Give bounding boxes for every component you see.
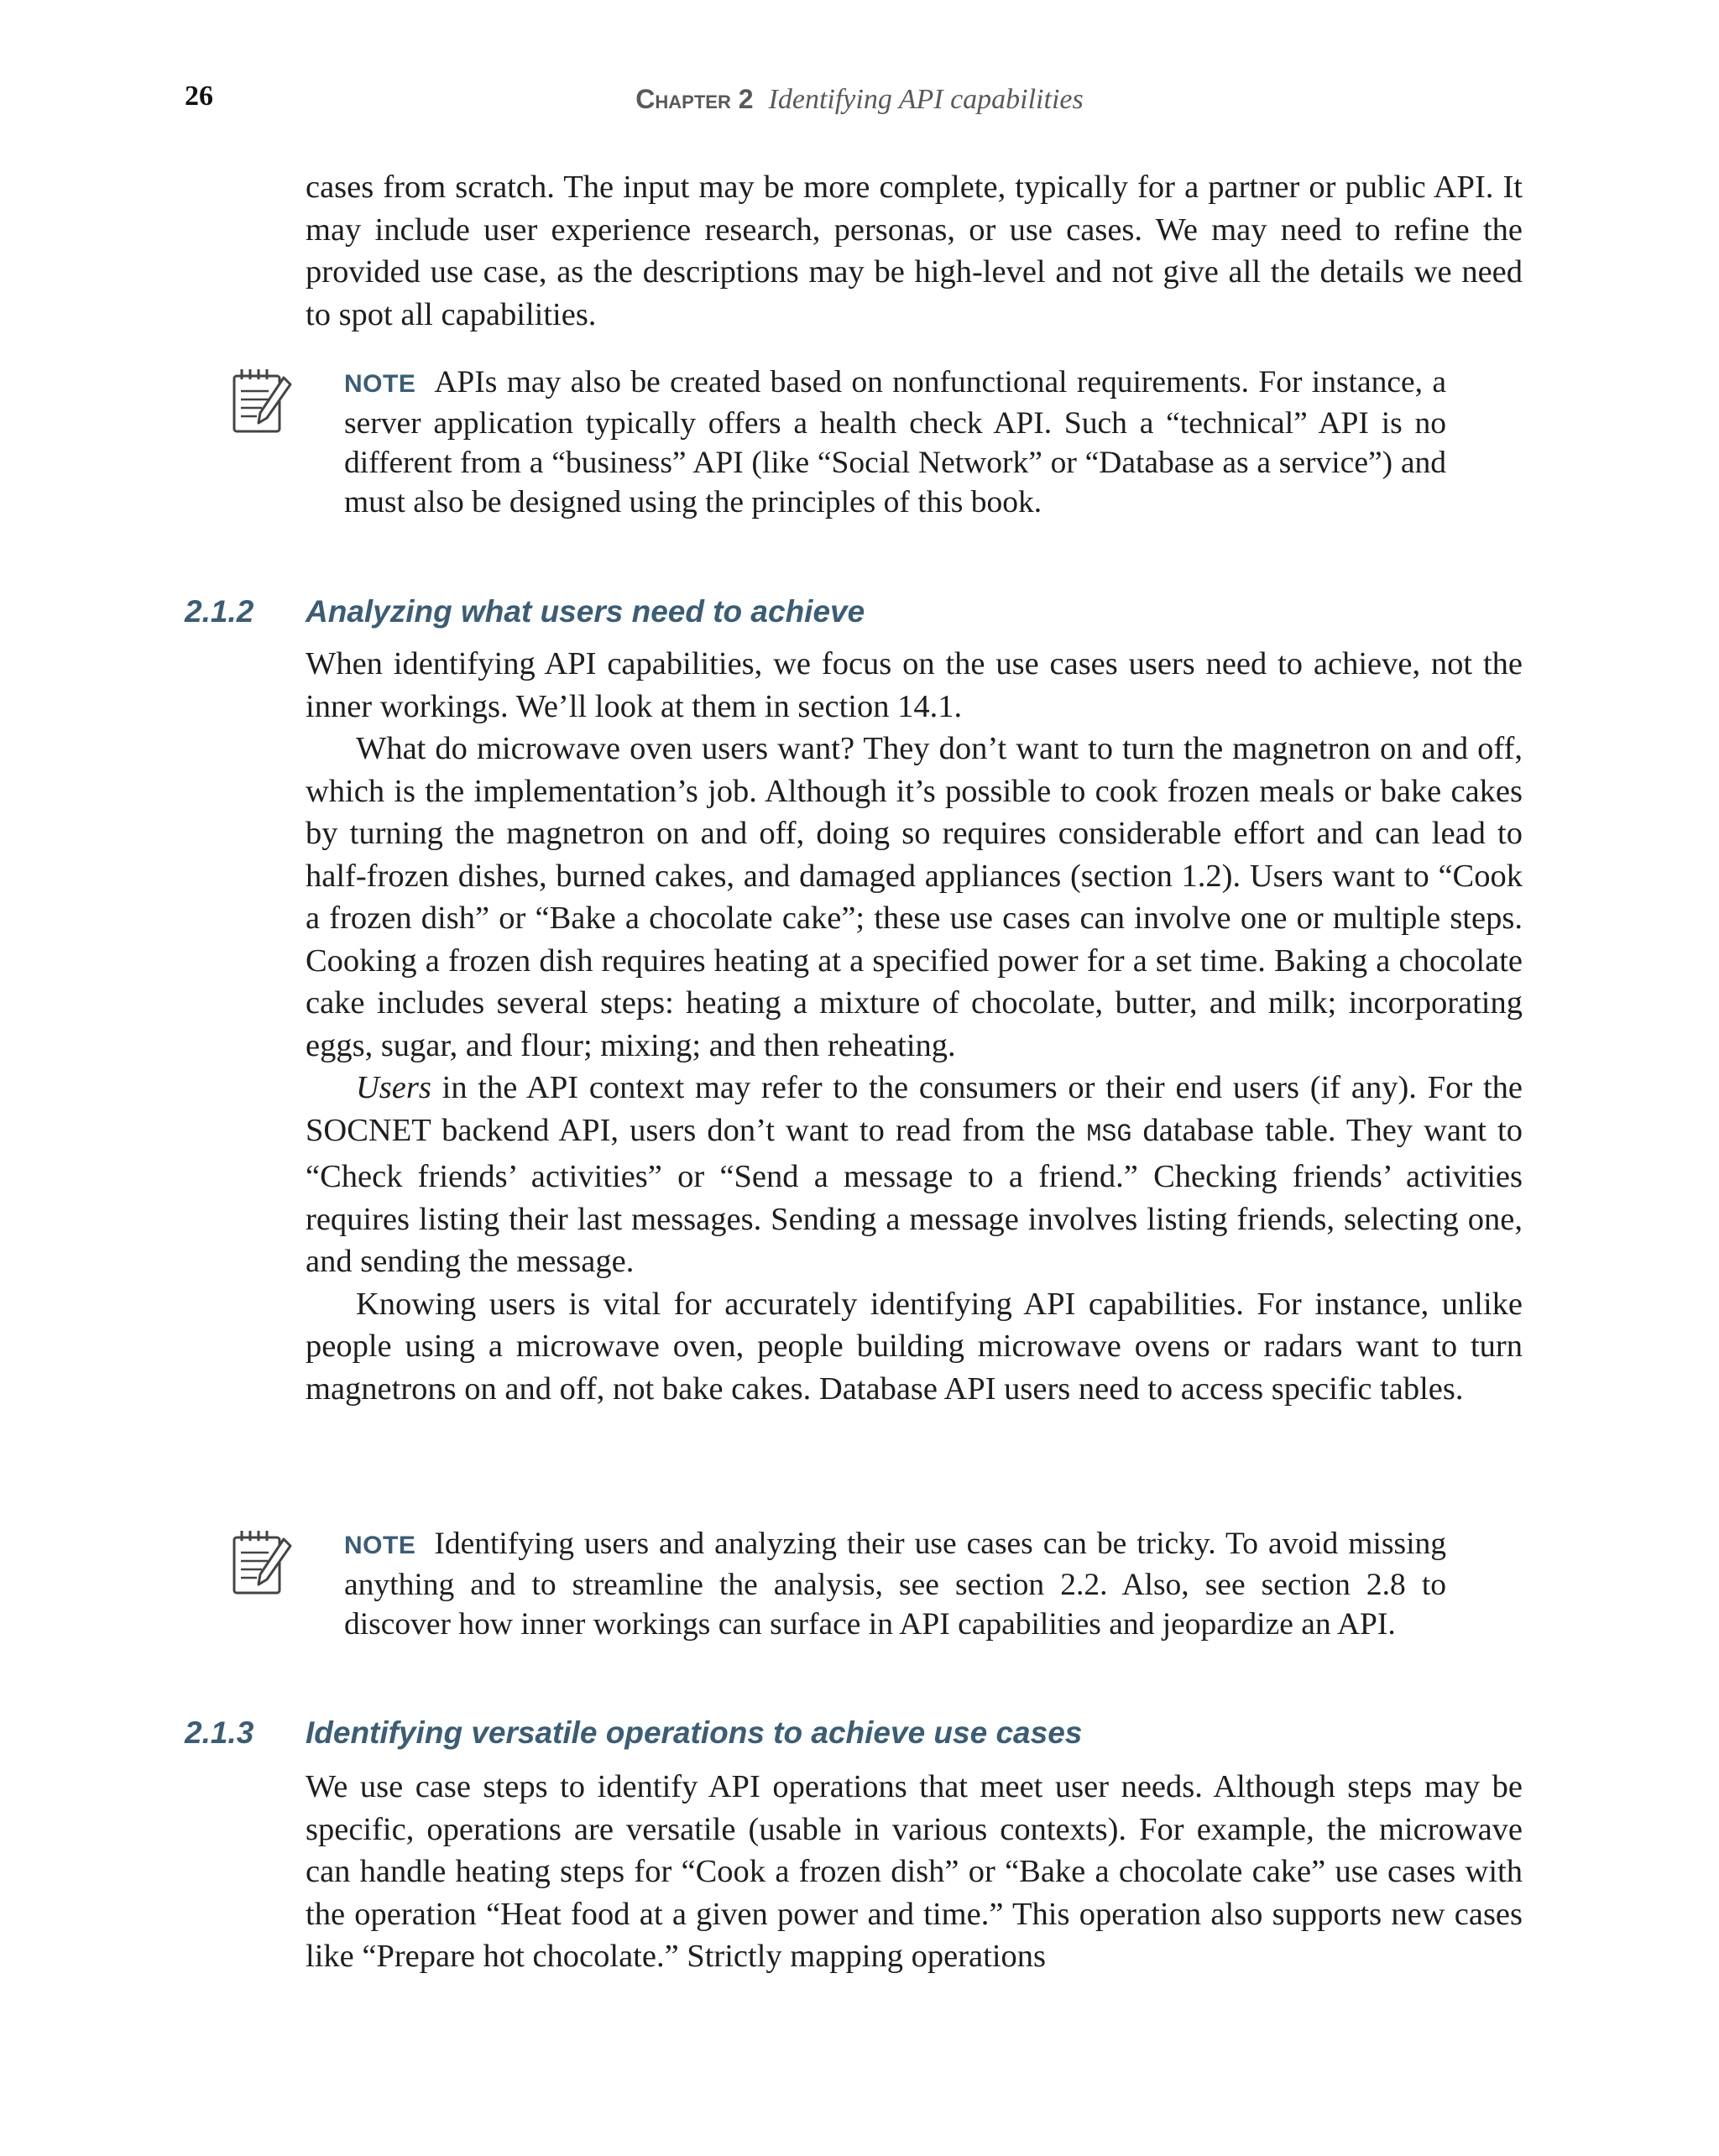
paragraph-2: What do microwave oven users want? They don’t want to turn the magnetron on and off, which is the implementation’s job. Although it’s possible to cook frozen meals or bake cakes by turning the magnetron on and off, doing so requires considerable effort and can lead to half-frozen dishes, burned cakes, and damaged appliances (section 1.2). Users want to “Cook a frozen dish” or “Bake a chocolate cake”; these use cases can involve one or multiple steps. Cooking a frozen dish requires heating at a specified power for a set time. Baking a chocolate cake includes several steps: heating a mixture of chocolate, butter, and milk; incorporating eggs, sugar, and flour; mixing; and then reheating. (306, 731, 1523, 1063)
users-emphasis: Users (356, 1070, 431, 1105)
intro-block (306, 166, 1523, 336)
note-callout-1 (232, 363, 1449, 522)
chapter-label: Chapter 2 (635, 84, 754, 114)
paragraph-3-part-a: in the API context may refer to the consumers or their end users (if any). For the SOCNET backend API, users don’t want to read from the (306, 1070, 1523, 1148)
paragraph-3-part-b: database table. They want to “Check friends’ activities” or “Send a message to a friend.” Checking friends’ activities requires listing their last messages. Sending a message involves listing friends, selecting one, and sending the message. (306, 1112, 1523, 1279)
paragraph-3 (306, 1067, 1523, 1283)
note-2-label: NOTE (344, 1532, 416, 1559)
chapter-title: Identifying API capabilities (768, 84, 1084, 115)
running-head (0, 82, 1719, 116)
note-2-text: Identifying users and analyzing their use cases can be tricky. To avoid missing anything and to streamline the analysis, see section 2.2. Also, see section 2.8 to discover how inner workings can surface in API capabilities and jeopardize an API. (344, 1527, 1446, 1642)
paragraph-1: When identifying API capabilities, we focus on the use cases users need to achieve, not the inner workings. We’ll look at them in section 14.1. (306, 646, 1523, 724)
intro-paragraph: cases from scratch. The input may be more complete, typically for a partner or public API. It may include user experience research, personas, or use cases. We may need to refine the provided use case, as the descriptions may be high-level and not give all the details we need to spot all capabilities. (306, 170, 1523, 332)
note-1-body (344, 363, 1446, 522)
msg-code: MSG (1086, 1120, 1132, 1149)
paragraph-1: We use case steps to identify API operations that meet user needs. Although steps may be specific, operations are versatile (usable in various contexts). For example, the microwave can handle heating steps for “Cook a frozen dish” or “Bake a chocolate cake” use cases with the operation “Heat food at a given power and time.” This operation also supports new cases like “Prepare hot chocolate.” Strictly mapping operations (306, 1769, 1523, 1974)
section-title: Analyzing what users need to achieve (306, 594, 865, 629)
note-1-label: NOTE (344, 370, 416, 398)
page-number: 26 (185, 81, 213, 112)
section-number: 2.1.2 (185, 594, 254, 629)
note-callout-2 (232, 1524, 1449, 1644)
section-2-1-3-body (306, 1766, 1523, 1978)
section-number: 2.1.3 (185, 1715, 254, 1750)
section-title: Identifying versatile operations to achieve use cases (306, 1715, 1083, 1750)
note-1-text: APIs may also be created based on nonfunctional requirements. For instance, a server application typically offers a health check API. Such a “technical” API is no different from a “business” API (like “Social Network” or “Database as a service”) and must also be designed using the principles of this book. (344, 365, 1446, 519)
section-2-1-2-body (306, 643, 1523, 1410)
paragraph-4: Knowing users is vital for accurately identifying API capabilities. For instance, unlike people using a microwave oven, people building microwave ovens or radars want to turn magnetrons on and off, not bake cakes. Database API users need to access specific tables. (306, 1286, 1523, 1407)
notepad-pencil-icon (232, 366, 292, 436)
notepad-pencil-icon (232, 1527, 292, 1598)
note-2-body (344, 1524, 1446, 1644)
